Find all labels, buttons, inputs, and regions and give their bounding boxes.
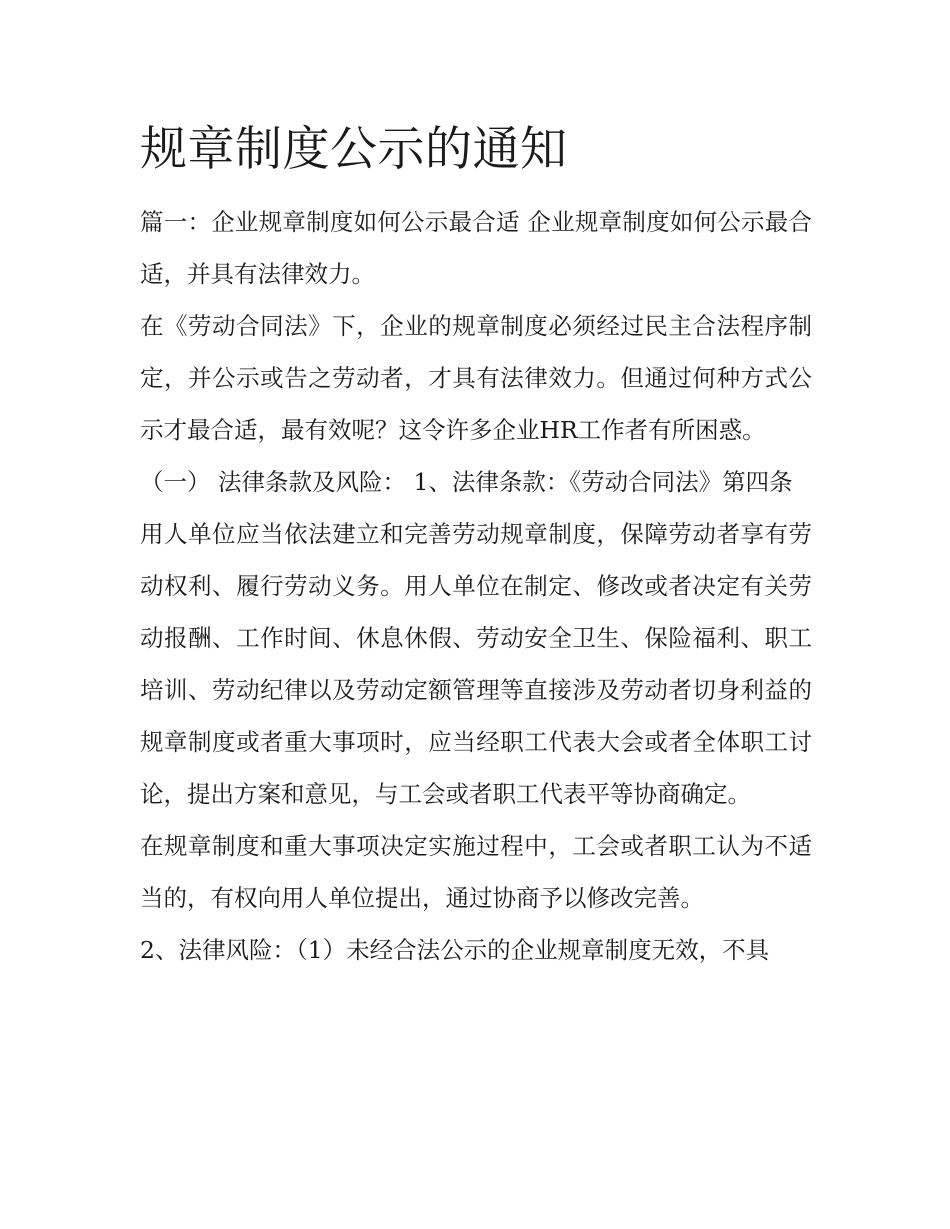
paragraph-employer-obligations: 用人单位应当依法建立和完善劳动规章制度，保障劳动者享有劳动权利、履行劳动义务。用人单位在制定、修改或者决定有关劳动报酬、工作时间、休息休假、劳动安全卫生、保险福利、职工培训、劳动纪律以及劳动定额管理等直接涉及劳动者切身利益的规章制度或者重大事项时，应当经职工代表大会或者全体职工讨论，提出方案和意见，与工会或者职工代表平等协商确定。 <box>140 520 812 808</box>
document-title: 规章制度公示的通知 <box>140 122 568 177</box>
paragraph-intro: 篇一：企业规章制度如何公示最合适 企业规章制度如何公示最合适，并具有法律效力。 <box>140 208 812 288</box>
paragraph-section-heading: （一） 法律条款及风险： 1、法律条款：《劳动合同法》第四条 <box>140 468 793 496</box>
paragraph-implementation: 在规章制度和重大事项决定实施过程中，工会或者职工认为不适当的，有权向用人单位提出，通过协商予以修改完善。 <box>140 832 812 912</box>
document-body <box>140 118 812 976</box>
paragraph-legal-risk: 2、法律风险：（1）未经合法公示的企业规章制度无效，不具 <box>140 936 770 964</box>
paragraph-labor-contract-law: 在《劳动合同法》下，企业的规章制度必须经过民主合法程序制定，并公示或告之劳动者，才具有法律效力。但通过何种方式公示才最合适，最有效呢？这令许多企业HR工作者有所困惑。 <box>140 312 812 444</box>
